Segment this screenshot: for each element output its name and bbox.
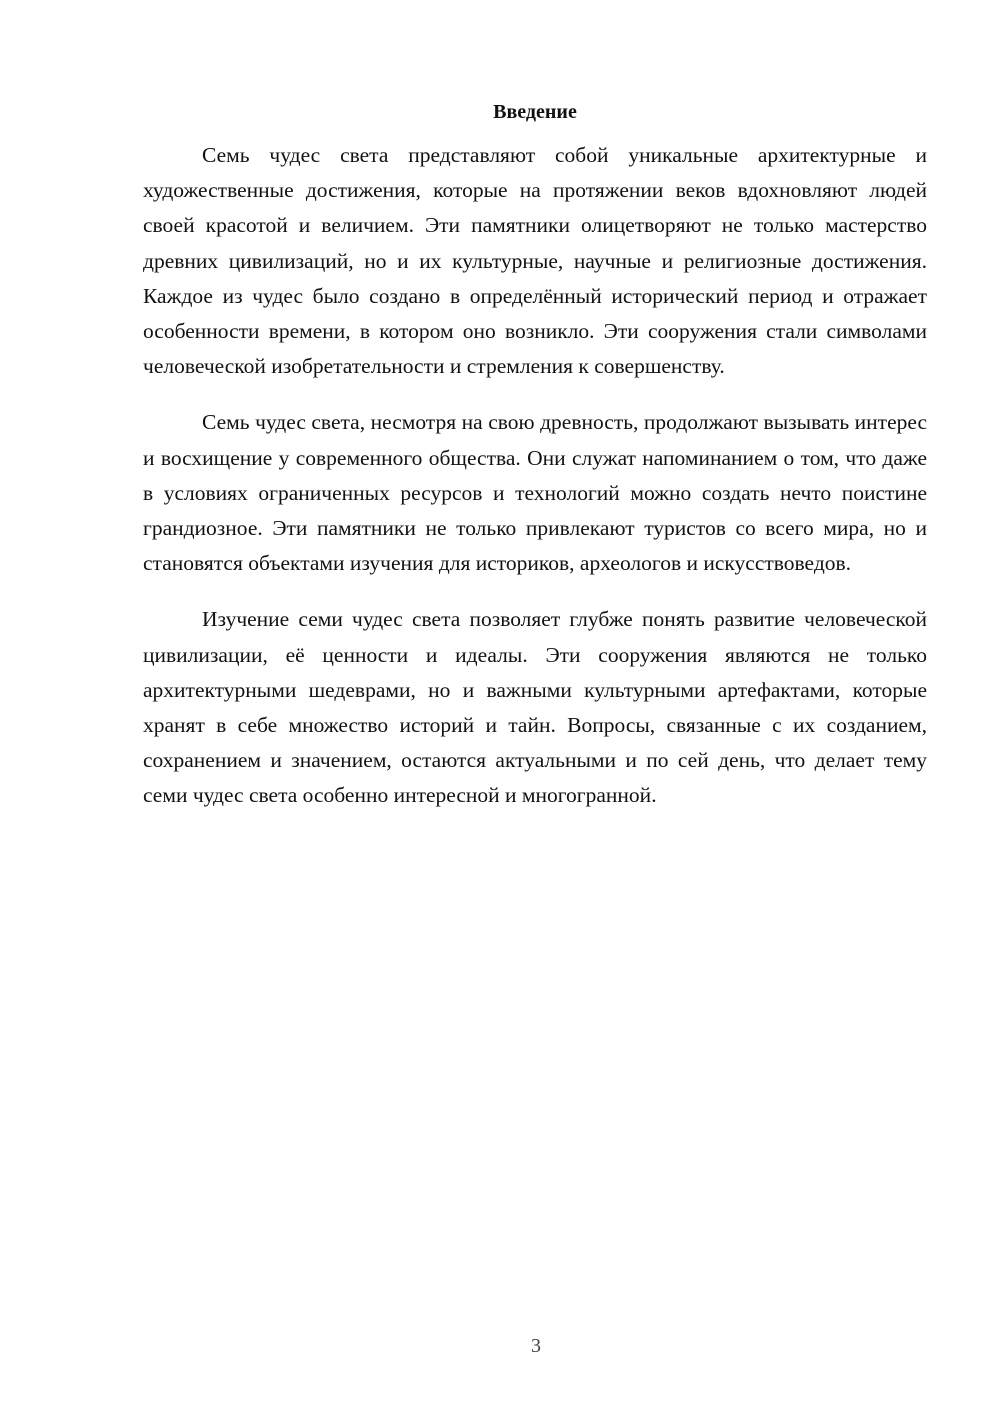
page-number: 3 bbox=[531, 1335, 541, 1357]
page-content bbox=[143, 98, 927, 835]
paragraph-2: Семь чудес света, несмотря на свою древность, продолжают вызывать интерес и восхищение у современного общества. Они служат напоминанием о том, что даже в условиях ограниченных ресурсов и технологий можно создать нечто поистине грандиозное. Эти памятники не только привлекают туристов со всего мира, но и становятся объектами изучения для историков, археологов и искусствоведов. bbox=[143, 410, 927, 576]
section-title: Введение bbox=[493, 101, 577, 123]
paragraph-1: Семь чудес света представляют собой уникальные архитектурные и художественные достижения, которые на протяжении веков вдохновляют людей своей красотой и величием. Эти памятники олицетворяют не только мастерство древних цивилизаций, но и их культурные, научные и религиозные достижения. Каждое из чудес было создано в определённый исторический период и отражает особенности времени, в котором оно возникло. Эти сооружения стали символами человеческой изобретательности и стремления к совершенству. bbox=[143, 143, 927, 379]
paragraph-3: Изучение семи чудес света позволяет глубже понять развитие человеческой цивилизации, её ценности и идеалы. Эти сооружения являются не только архитектурными шедеврами, но и важными культурными артефактами, которые хранят в себе множество историй и тайн. Вопросы, связанные с их созданием, сохранением и значением, остаются актуальными и по сей день, что делает тему семи чудес света особенно интересной и многогранной. bbox=[143, 607, 927, 808]
